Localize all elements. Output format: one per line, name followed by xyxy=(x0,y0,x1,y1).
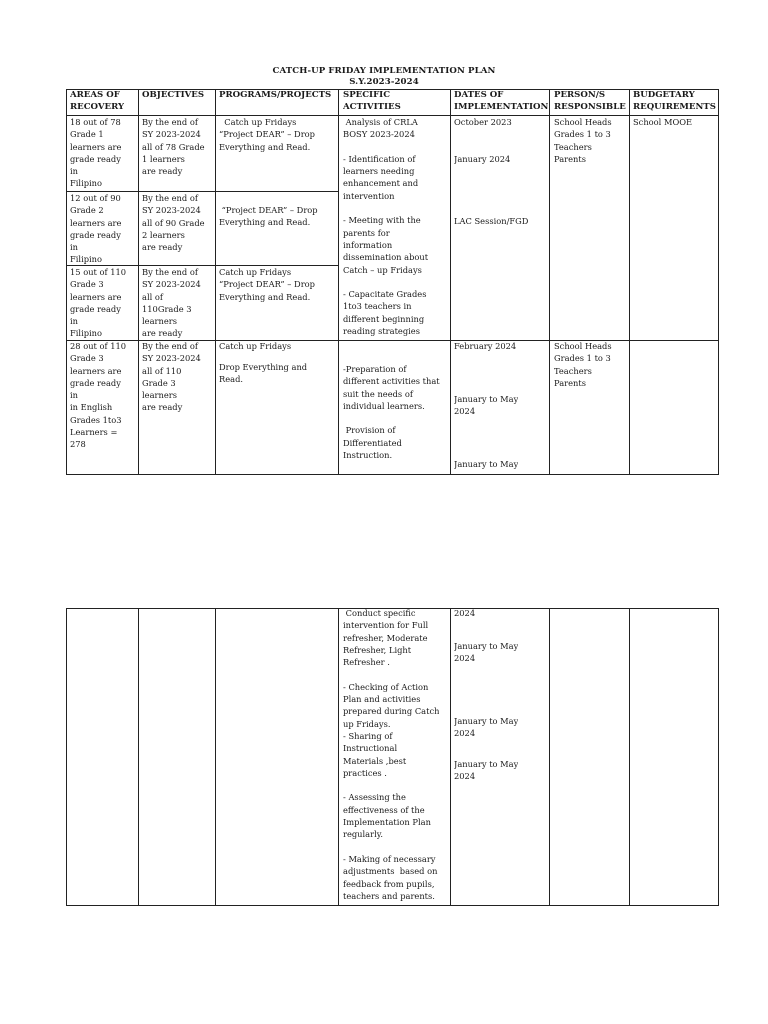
page2-date-jan-may-2: January to May 2024 xyxy=(454,716,519,739)
row4-area: 28 out of 110 Grade 3 learners are grade ready in in English Grades 1to3 Learners = 278 xyxy=(70,341,127,450)
date-january-to-may: January to May xyxy=(454,459,519,469)
header-objectives: OBJECTIVES xyxy=(142,90,205,100)
page2-activities: Conduct specific intervention for Full refresher, Moderate Refresher, Light Refresher . - Checking of Action Plan and activities prepared during Catch up Fridays. - Sharing of Instructional Materials ,best practices . - Assessing the effectiveness of the Implementation Plan regularly. - Making of necessary adjustments based on feedback from pupils, teachers and parents. xyxy=(343,608,440,901)
row4-program-a: Catch up Fridays xyxy=(219,341,292,351)
header-budgetary-requirements: BUDGETARY REQUIREMENTS xyxy=(633,90,716,112)
date-lac-session: LAC Session/FGD xyxy=(454,216,529,226)
header-dates-of-implementation: DATES OF IMPLEMENTATION xyxy=(454,90,549,112)
page2-date-jan-may-1: January to May 2024 xyxy=(454,641,519,664)
date-october-2023: October 2023 xyxy=(454,117,512,127)
row4-objective: By the end of SY 2023-2024 all of 110 Grade 3 learners are ready xyxy=(142,341,201,413)
persons-block-2: School Heads Grades 1 to 3 Teachers Parents xyxy=(554,341,612,388)
activities-block-2: -Preparation of different activities that suit the needs of individual learners. Provision of Differentiated Instruction. xyxy=(343,364,440,461)
row1-program: Catch up Fridays “Project DEAR” – Drop Everything and Read. xyxy=(219,117,315,152)
budget-school-mooe: School MOOE xyxy=(633,117,693,127)
row3-objective: By the end of SY 2023-2024 all of 110Grade 3 learners are ready xyxy=(142,267,201,339)
row2-objective: By the end of SY 2023-2024 all of 90 Grade 2 learners are ready xyxy=(142,193,205,253)
header-persons-responsible: PERSON/S RESPONSIBLE xyxy=(554,90,626,112)
row1-objective: By the end of SY 2023-2024 all of 78 Grade 1 learners are ready xyxy=(142,117,205,177)
header-programs-projects: PROGRAMS/PROJECTS xyxy=(219,90,332,100)
persons-block-1: School Heads Grades 1 to 3 Teachers Parents xyxy=(554,117,612,164)
activities-block-1: Analysis of CRLA BOSY 2023-2024 - Identification of learners needing enhancement and intervention - Meeting with the parents for information dissemination about Catch – up Fridays - Capacitate Grades 1to3 teachers in different beginning reading strategies xyxy=(343,117,429,337)
date-february-2024: February 2024 xyxy=(454,341,517,351)
row3-area: 15 out of 110 Grade 3 learners are grade ready in Filipino xyxy=(70,267,127,339)
document-title: CATCH-UP FRIDAY IMPLEMENTATION PLAN xyxy=(272,66,496,76)
row3-program: Catch up Fridays “Project DEAR” – Drop Everything and Read. xyxy=(219,267,315,302)
header-specific-activities: SPECIFIC ACTIVITIES xyxy=(343,90,401,112)
row2-area: 12 out of 90 Grade 2 learners are grade ready in Filipino xyxy=(70,193,122,265)
page2-date-2024: 2024 xyxy=(454,608,476,618)
header-areas-of-recovery: AREAS OF RECOVERY xyxy=(70,90,125,112)
date-january-2024: January 2024 xyxy=(454,154,511,164)
school-year: S.Y.2023-2024 xyxy=(349,77,419,87)
date-january-to-may-2024: January to May 2024 xyxy=(454,394,519,417)
row1-area: 18 out of 78 Grade 1 learners are grade ready in Filipino xyxy=(70,117,122,189)
page2-date-jan-may-3: January to May 2024 xyxy=(454,759,519,782)
row2-program: “Project DEAR” – Drop Everything and Read. xyxy=(219,205,318,228)
row4-program-b: Drop Everything and Read. xyxy=(219,362,308,385)
